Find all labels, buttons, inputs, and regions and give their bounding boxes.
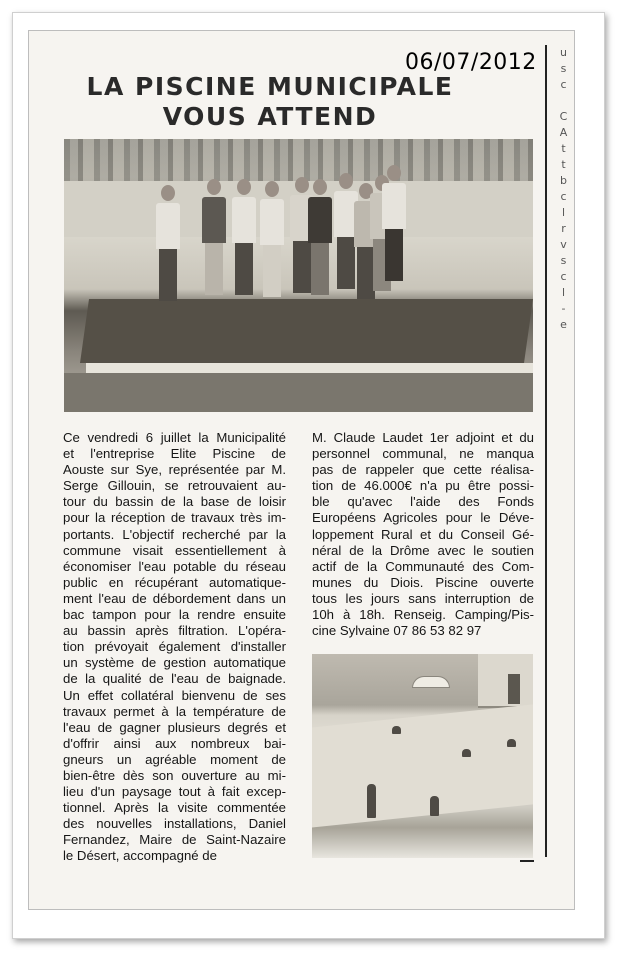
article-line: tous les jours sans interruption de bbox=[312, 590, 534, 606]
article-line: Européens Agricoles pour le Déve- bbox=[312, 510, 534, 526]
swimmer-figure bbox=[392, 726, 401, 734]
article-line: de la qualité de l'eau de baignade. bbox=[63, 671, 286, 687]
pool-edge bbox=[86, 363, 533, 373]
article-line: et l'entreprise Elite Piscine de bbox=[63, 446, 286, 462]
fragment-char: l bbox=[561, 206, 566, 219]
article-line: actif de la Communauté des Com- bbox=[312, 558, 534, 574]
article-column-right bbox=[312, 430, 534, 639]
pool-cover-deck bbox=[80, 299, 533, 363]
adjacent-column-fragment bbox=[540, 45, 573, 905]
article-line: économiser l'eau potable du réseau bbox=[63, 558, 286, 574]
article-line: lieu d'un paysage tout à fait excep- bbox=[63, 784, 286, 800]
pool-building bbox=[478, 654, 533, 708]
fragment-char: c bbox=[560, 78, 567, 91]
swimmer-figure bbox=[462, 749, 471, 757]
fragment-char: l bbox=[561, 286, 566, 299]
article-line: M. Claude Laudet 1er adjoint et du bbox=[312, 430, 534, 445]
article-line: 10h à 18h. Renseig. Camping/Pis- bbox=[312, 607, 534, 623]
article-line: ment l'eau de débordement dans un bbox=[63, 590, 286, 606]
headline-line-2: VOUS ATTEND bbox=[162, 102, 378, 131]
fragment-char: u bbox=[560, 46, 567, 59]
article-line: des nouvelles installations, Daniel bbox=[63, 816, 286, 832]
fragment-char: s bbox=[560, 254, 567, 267]
article-line: pour la réception de travaux très im- bbox=[63, 510, 286, 526]
article-line: Ce vendredi 6 juillet la Municipalité bbox=[63, 430, 286, 445]
fragment-char: v bbox=[560, 238, 567, 251]
article-line: personnel communal, ne manqua bbox=[312, 446, 534, 462]
person-figure bbox=[308, 179, 332, 297]
article-line: gneurs un agréable moment de bbox=[63, 751, 286, 767]
person-figure bbox=[260, 181, 284, 299]
article-line: bac tampon pour la rendre ensuite bbox=[63, 607, 286, 623]
pool-photo bbox=[312, 654, 533, 858]
article-line: un système de gestion automatique bbox=[63, 655, 286, 671]
article-line: ble qu'avec l'aide des Fonds bbox=[312, 494, 534, 510]
article-line: Serge Gillouin, se retrouvaient au- bbox=[63, 478, 286, 494]
article-line: cine Sylvaine 07 86 53 82 97 bbox=[312, 623, 482, 639]
article-line: le Désert, accompagné de bbox=[63, 848, 217, 864]
person-figure bbox=[156, 185, 180, 303]
child-figure bbox=[367, 784, 376, 818]
fragment-char: c bbox=[560, 270, 567, 283]
parasol bbox=[412, 676, 450, 688]
fragment-char: c bbox=[560, 190, 567, 203]
fragment-char: r bbox=[561, 222, 566, 235]
headline bbox=[70, 72, 470, 132]
article-column-left bbox=[63, 430, 286, 865]
article-line: l'eau de gagner plusieurs degrés et bbox=[63, 719, 286, 735]
article-line: tion prévoyait également d'installer bbox=[63, 639, 286, 655]
fragment-char: t bbox=[561, 158, 566, 171]
fragment-char: - bbox=[561, 302, 566, 315]
fragment-char: t bbox=[561, 142, 566, 155]
group-photo bbox=[64, 139, 533, 412]
article-line: public en récupérant automatique- bbox=[63, 574, 286, 590]
swimming-pool bbox=[312, 703, 533, 828]
child-figure bbox=[430, 796, 439, 816]
article-line: travaux permet à la température de bbox=[63, 703, 286, 719]
article-line: tion de 46.000€ n'a pu être possi- bbox=[312, 478, 534, 494]
person-figure bbox=[232, 179, 256, 297]
article-line: Fernandez, Maire de Saint-Nazaire bbox=[63, 832, 286, 848]
fragment-char: s bbox=[560, 62, 567, 75]
article-line: tionnel. Après la visite commentée bbox=[63, 800, 286, 816]
headline-line-1: LA PISCINE MUNICIPALE bbox=[86, 72, 454, 101]
article-line: tour du bassin de la base de loisir bbox=[63, 494, 286, 510]
fragment-char: b bbox=[560, 174, 567, 187]
article-line: pas de rappeler que cette réalisa- bbox=[312, 462, 534, 478]
fragment-char: e bbox=[560, 318, 567, 331]
swimmer-figure bbox=[507, 739, 516, 747]
article-line: au bassin après filtration. L'opéra- bbox=[63, 623, 286, 639]
photo-trees bbox=[64, 139, 533, 181]
article-line: loppement Rural et du Conseil Gé- bbox=[312, 526, 534, 542]
article-line: Aouste sur Sye, représentée par M. bbox=[63, 462, 286, 478]
fragment-char: C bbox=[559, 110, 568, 123]
fragment-char bbox=[554, 93, 573, 109]
article-line: d'offrir ainsi aux nombreux bai- bbox=[63, 735, 286, 751]
building-door bbox=[508, 674, 520, 704]
article-line: munes du Diois. Piscine ouverte bbox=[312, 574, 534, 590]
person-figure bbox=[382, 165, 406, 283]
article-line: néral de la Drôme avec le soutien bbox=[312, 542, 534, 558]
article-line: portants. L'objectif recherché par la bbox=[63, 526, 286, 542]
person-figure bbox=[202, 179, 226, 297]
article-line: commune visait essentiellement à bbox=[63, 542, 286, 558]
article-line: Un effet collatéral bienvenu de ses bbox=[63, 687, 286, 703]
column-end-mark bbox=[520, 860, 534, 862]
fragment-char: A bbox=[559, 126, 568, 139]
pool-water-reflection bbox=[64, 373, 533, 412]
article-line: bien-être dès son ouverture au mi- bbox=[63, 767, 286, 783]
clipping-date: 06/07/2012 bbox=[405, 50, 537, 75]
